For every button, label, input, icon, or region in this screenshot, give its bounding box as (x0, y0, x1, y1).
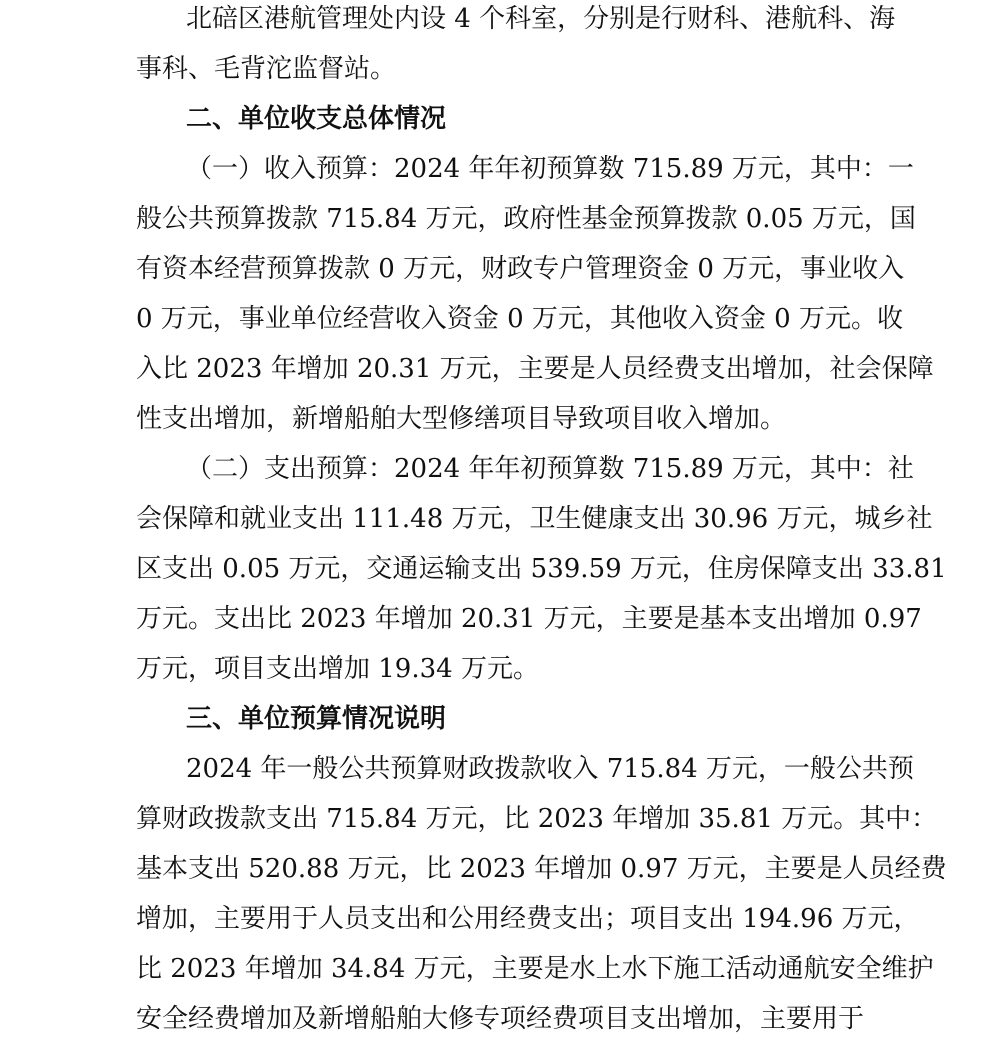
paragraph-line (0, 294, 1000, 344)
paragraph-line (0, 894, 1000, 944)
paragraph-line (0, 794, 1000, 844)
income-line-2: 般公共预算拨款 715.84 万元，政府性基金预算拨款 0.05 万元，国 (136, 204, 916, 234)
income-line-1: （一）收入预算：2024 年年初预算数 715.89 万元，其中：一 (186, 154, 914, 184)
paragraph-line (0, 944, 1000, 994)
paragraph-line (0, 844, 1000, 894)
section3-line-3: 基本支出 520.88 万元，比 2023 年增加 0.97 万元，主要是人员经费 (136, 854, 947, 884)
section3-line-2: 算财政拨款支出 715.84 万元，比 2023 年增加 35.81 万元。其中： (136, 804, 938, 834)
section3-line-6: 安全经费增加及新增船舶大修专项经费项目支出增加，主要用于 (136, 1004, 865, 1034)
section-heading (0, 694, 1000, 744)
intro-line-1: 北碚区港航管理处内设 4 个科室，分别是行财科、港航科、海 (186, 4, 896, 34)
expenditure-line-2: 会保障和就业支出 111.48 万元，卫生健康支出 30.96 万元，城乡社 (136, 504, 933, 534)
income-line-6: 性支出增加，新增船舶大型修缮项目导致项目收入增加。 (136, 404, 787, 434)
paragraph-line (0, 644, 1000, 694)
paragraph-line (0, 0, 1000, 44)
paragraph-line (0, 494, 1000, 544)
income-line-4: 0 万元，事业单位经营收入资金 0 万元，其他收入资金 0 万元。收 (136, 304, 903, 334)
expenditure-line-5: 万元，项目支出增加 19.34 万元。 (136, 654, 539, 684)
paragraph-line (0, 244, 1000, 294)
section2-heading: 二、单位收支总体情况 (186, 104, 447, 134)
paragraph-line (0, 144, 1000, 194)
paragraph-line (0, 994, 1000, 1044)
section3-line-4: 增加，主要用于人员支出和公用经费支出；项目支出 194.96 万元， (136, 904, 920, 934)
expenditure-line-1: （二）支出预算：2024 年年初预算数 715.89 万元，其中：社 (186, 454, 914, 484)
paragraph-line (0, 444, 1000, 494)
income-line-3: 有资本经营预算拨款 0 万元，财政专户管理资金 0 万元，事业收入 (136, 254, 905, 284)
paragraph-line (0, 194, 1000, 244)
paragraph-line (0, 344, 1000, 394)
section3-line-5: 比 2023 年增加 34.84 万元，主要是水上水下施工活动通航安全维护 (136, 954, 934, 984)
paragraph-line (0, 594, 1000, 644)
section3-heading: 三、单位预算情况说明 (186, 704, 447, 734)
expenditure-line-3: 区支出 0.05 万元，交通运输支出 539.59 万元，住房保障支出 33.81 (136, 554, 947, 584)
section-heading (0, 94, 1000, 144)
paragraph-line (0, 44, 1000, 94)
paragraph-line (0, 394, 1000, 444)
intro-line-2: 事科、毛背沱监督站。 (136, 54, 397, 84)
paragraph-line (0, 544, 1000, 594)
section3-line-1: 2024 年一般公共预算财政拨款收入 715.84 万元，一般公共预 (186, 754, 914, 784)
expenditure-line-4: 万元。支出比 2023 年增加 20.31 万元，主要是基本支出增加 0.97 (136, 604, 922, 634)
paragraph-line (0, 744, 1000, 794)
income-line-5: 入比 2023 年增加 20.31 万元，主要是人员经费支出增加，社会保障 (136, 354, 934, 384)
